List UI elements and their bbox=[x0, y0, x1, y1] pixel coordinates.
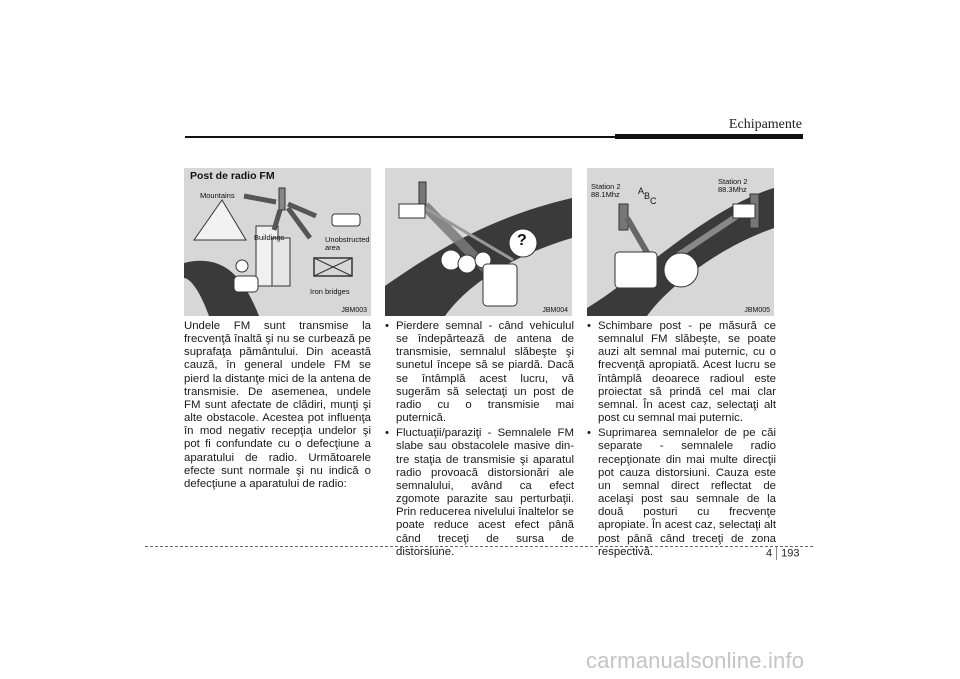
page-separator bbox=[776, 547, 777, 560]
header-rule-accent bbox=[615, 134, 803, 139]
column-signal-effects bbox=[385, 320, 574, 561]
label-a: A bbox=[638, 186, 645, 196]
list-item: • Suprimarea semnalelor de pe căi separate - semnalele radio recepţionate din mai multe direcţii pot cauza distorsiuni. Cauza este un semnal direct reflectat de acelaşi post sau semnale de la două posturi cu frecvenţe apropiate. În acest caz, selectaţi alt post până când treceţi de zona respectivă. bbox=[587, 427, 776, 559]
section-title: Echipamente bbox=[728, 117, 802, 132]
page-number bbox=[766, 547, 799, 560]
figure-title: Post de radio FM bbox=[190, 170, 275, 182]
chapter-number: 4 bbox=[766, 547, 773, 560]
page-value: 193 bbox=[781, 547, 800, 560]
figure-fm-radio-reception bbox=[184, 168, 371, 316]
figure-code: JBM003 bbox=[341, 307, 367, 314]
watermark: carmanualsonline.info bbox=[586, 648, 805, 673]
footer-divider bbox=[145, 546, 813, 547]
signal-effects-list bbox=[385, 320, 574, 559]
label-freq-right: 88.3Mhz bbox=[718, 185, 747, 194]
list-item: • Schimbare post - pe măsură ce semnalul FM slăbeşte, se poate auzi alt semnal mai puternic, cu o frecvenţă apropiată. Acest lucru se întâmplă deoarece radioul este proiectat să prindă cel mai clar semnal. În acest caz, selectaţi alt post cu semnal mai puternic. bbox=[587, 320, 776, 425]
intro-paragraph: Undele FM sunt transmise la frecvenţă înaltă şi nu se curbează pe suprafaţa pământului. Din această cauză, în general undele FM se pierd la distanţe mici de la antena de transmisie. De asemenea, undele FM sunt afectate de clădiri, munţi şi alte obstacole. Acestea pot influenţa în mod negativ recepţia undelor şi pot fi confundate cu o defecţiune a aparatului de radio. Următoarele efecte sunt normale şi nu indică o defecţiune a aparatului de radio: bbox=[184, 320, 371, 490]
question-mark-icon: ? bbox=[517, 232, 527, 249]
label-iron-bridges: Iron bridges bbox=[310, 287, 350, 296]
label-station-right: Station 2 bbox=[718, 177, 748, 186]
label-area: area bbox=[325, 243, 341, 252]
column-station-effects bbox=[587, 320, 776, 561]
label-c: C bbox=[650, 196, 657, 206]
label-buildings: Buildings bbox=[254, 233, 285, 242]
column-intro bbox=[184, 320, 371, 491]
label-unobstructed: Unobstructed bbox=[325, 235, 370, 244]
station-effects-list bbox=[587, 320, 776, 559]
label-freq-left: 88.1Mhz bbox=[591, 190, 620, 199]
label-station-left: Station 2 bbox=[591, 182, 621, 191]
figure-signal-loss bbox=[385, 168, 572, 316]
figure-code: JBM005 bbox=[744, 307, 770, 314]
signal-loss-illustration bbox=[385, 168, 572, 316]
label-mountains: Mountains bbox=[200, 191, 235, 200]
list-item: • Fluctuaţii/paraziţi - Semnalele FM slabe sau obstacolele masive din-tre staţia de transmisie şi aparatul radio provoacă distorsionări ale semnalului, având ca efect zgomote parazite sau perturbaţii. Prin reducerea nivelului înaltelor se poate reduce acest efect până când treceţi de sursa de distorsiune. bbox=[385, 427, 574, 559]
figure-code: JBM004 bbox=[542, 307, 568, 314]
list-item: • Pierdere semnal - când vehiculul se îndepărtează de antena de transmisie, semnalul slăbeşte şi sunetul începe să se piardă. Dacă se întâmplă acest lucru, vă sugerăm să selectaţi un post de radio cu o transmisie mai puternică. bbox=[385, 320, 574, 425]
label-b: B bbox=[644, 191, 651, 201]
figure-station-change bbox=[587, 168, 774, 316]
